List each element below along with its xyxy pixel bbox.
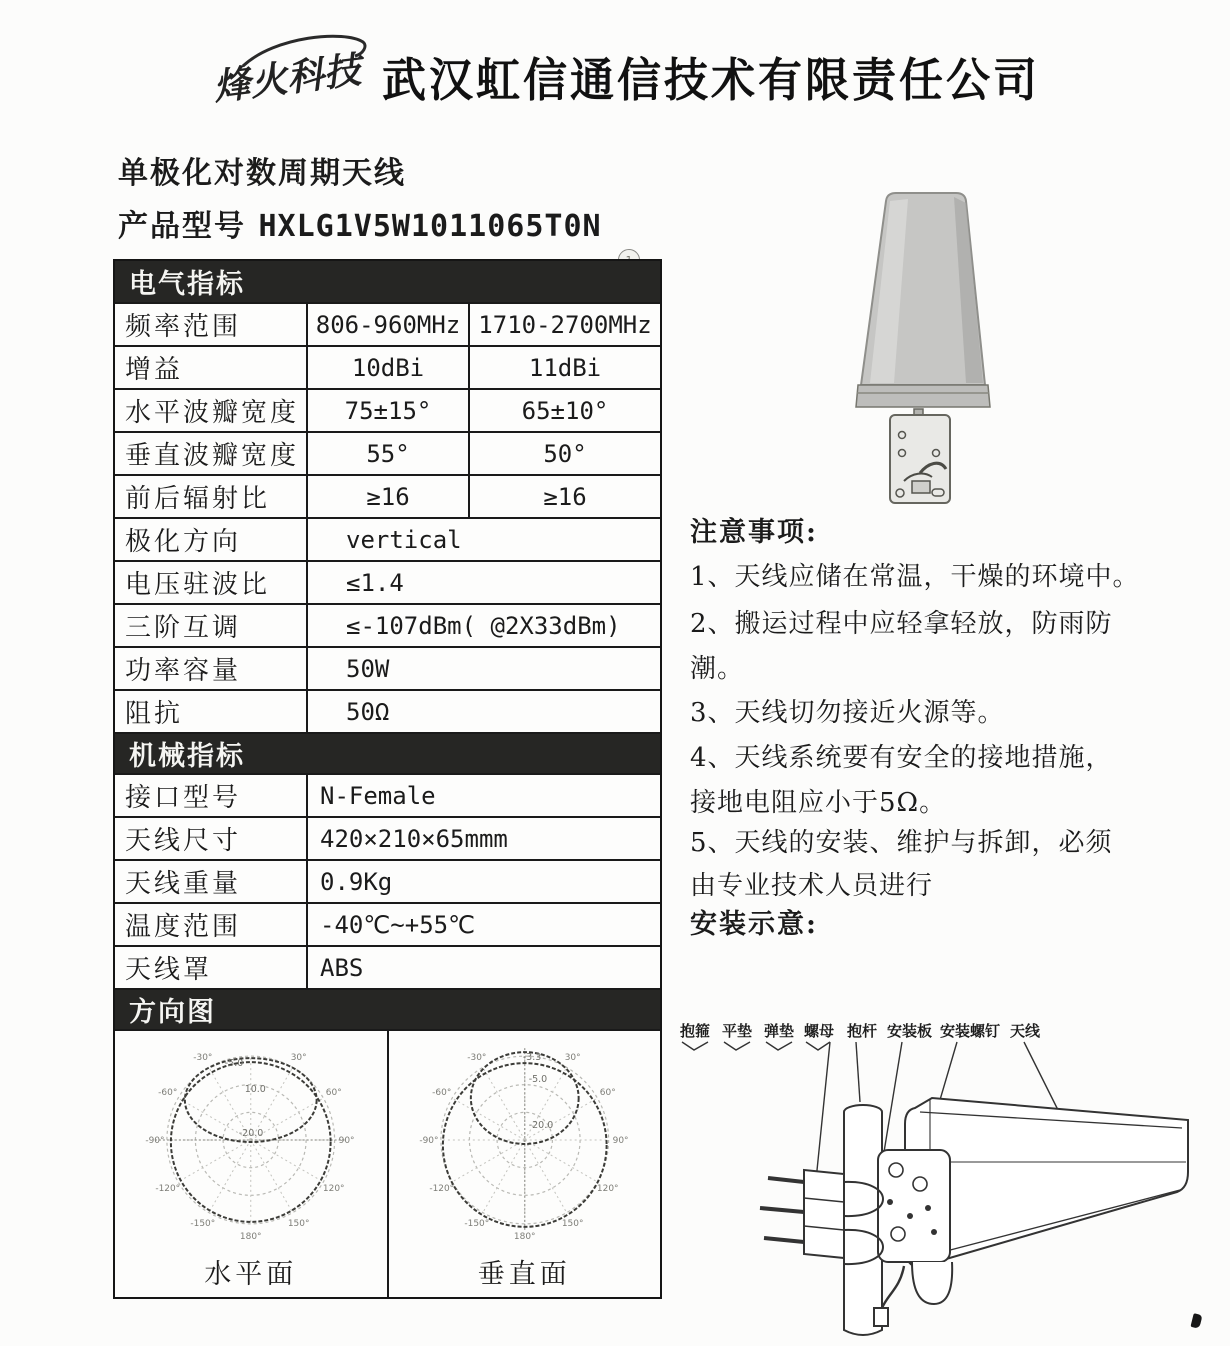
note-line: 接地电阻应小于5Ω。 <box>690 788 947 818</box>
svg-text:10.0: 10.0 <box>244 1084 266 1096</box>
plot-caption: 垂直面 <box>477 1259 571 1290</box>
svg-text:-5.0: -5.0 <box>224 1058 244 1070</box>
svg-text:120°: 120° <box>322 1183 345 1194</box>
spec-table <box>113 259 662 1299</box>
svg-text:-60°: -60° <box>158 1088 178 1099</box>
table-row: 天线重量 0.9Kg <box>115 859 660 902</box>
install-label-antenna: 天线 <box>1010 1022 1041 1040</box>
table-row: 水平波瓣宽度 75±15° 65±10° <box>115 388 660 431</box>
svg-text:180°: 180° <box>513 1231 536 1242</box>
table-row: 温度范围 -40℃~+55℃ <box>115 902 660 945</box>
svg-text:30°: 30° <box>290 1053 307 1064</box>
note-line: 2、搬运过程中应轻拿轻放，防雨防 <box>690 609 1113 639</box>
install-heading: 安装示意: <box>690 909 818 940</box>
svg-text:-20.0: -20.0 <box>528 1120 553 1132</box>
mechanical-header: 机械指标 <box>115 732 660 773</box>
install-label-pole: 抱杆 <box>847 1022 878 1040</box>
model-label: 产品型号 <box>118 209 246 244</box>
svg-text:150°: 150° <box>561 1218 583 1229</box>
table-row: 极化方向 vertical <box>115 517 660 560</box>
table-row: 三阶互调 ≤-107dBm( @2X33dBm) <box>115 603 660 646</box>
polar-plot-vertical <box>389 1031 661 1297</box>
notes-heading: 注意事项: <box>690 517 818 548</box>
install-label-clamp: 抱箍 <box>680 1022 711 1040</box>
install-label-screw: 安装螺钉 <box>940 1022 1001 1040</box>
table-row: 接口型号 N-Female <box>115 773 660 816</box>
install-label-plate: 安装板 <box>887 1022 933 1040</box>
table-row: 天线罩 ABS <box>115 945 660 988</box>
svg-text:60°: 60° <box>599 1088 616 1099</box>
install-label-washer: 平垫 <box>722 1022 753 1040</box>
table-row: 电压驻波比 ≤1.4 <box>115 560 660 603</box>
pattern-header: 方向图 <box>115 988 660 1029</box>
table-row: 前后辐射比 ≥16 ≥16 <box>115 474 660 517</box>
horizontal-plane-plot <box>115 1033 387 1247</box>
install-label-spring: 弹垫 <box>764 1022 795 1040</box>
install-label-nut: 螺母 <box>804 1022 835 1040</box>
company-name: 武汉虹信通信技术有限责任公司 <box>382 53 1040 108</box>
note-line: 潮。 <box>690 654 745 684</box>
product-title: 单极化对数周期天线 <box>118 156 406 191</box>
svg-text:-5.0: -5.0 <box>528 1074 547 1086</box>
model-number: HXLG1V5W1011065T0N <box>258 209 602 244</box>
svg-text:150°: 150° <box>287 1218 310 1229</box>
note-line: 由专业技术人员进行 <box>690 871 934 901</box>
table-row: 功率容量 50W <box>115 646 660 689</box>
svg-text:-60°: -60° <box>431 1088 451 1099</box>
svg-text:-3.3: -3.3 <box>522 1052 541 1064</box>
company-logo <box>205 28 390 123</box>
note-line: 4、天线系统要有安全的接地措施， <box>690 743 1113 773</box>
svg-text:-120°: -120° <box>155 1183 181 1194</box>
plot-caption: 水平面 <box>204 1259 298 1290</box>
svg-text:60°: 60° <box>325 1088 342 1099</box>
svg-text:90°: 90° <box>612 1135 629 1146</box>
antenna-product-image <box>828 185 1033 514</box>
svg-text:-90°: -90° <box>145 1135 165 1146</box>
svg-text:120°: 120° <box>596 1183 619 1194</box>
product-model-line <box>118 201 602 245</box>
vertical-plane-plot <box>389 1033 661 1247</box>
logo-text: 烽火科技 <box>210 48 363 109</box>
table-row: 频率范围 806-960MHz 1710-2700MHz <box>115 302 660 345</box>
svg-text:180°: 180° <box>239 1231 262 1242</box>
svg-text:30°: 30° <box>564 1053 581 1064</box>
table-row: 天线尺寸 420×210×65mmm <box>115 816 660 859</box>
svg-text:-150°: -150° <box>463 1218 489 1229</box>
table-row: 垂直波瓣宽度 55° 50° <box>115 431 660 474</box>
installation-diagram <box>672 1012 1230 1346</box>
svg-text:-30°: -30° <box>466 1053 486 1064</box>
svg-text:-120°: -120° <box>428 1183 454 1194</box>
svg-text:90°: 90° <box>338 1135 355 1146</box>
note-line: 5、天线的安装、维护与拆卸，必须 <box>690 828 1113 858</box>
note-line: 3、天线切勿接近火源等。 <box>690 698 1005 728</box>
svg-text:-30°: -30° <box>193 1053 213 1064</box>
pattern-plots <box>115 1029 660 1297</box>
note-line: 1、天线应储在常温，干燥的环境中。 <box>690 562 1140 592</box>
svg-text:-20.0: -20.0 <box>238 1128 264 1140</box>
svg-text:-150°: -150° <box>190 1218 216 1229</box>
table-row: 增益 10dBi 11dBi <box>115 345 660 388</box>
svg-text:-90°: -90° <box>418 1135 438 1146</box>
table-row: 阻抗 50Ω <box>115 689 660 732</box>
polar-plot-horizontal <box>115 1031 389 1297</box>
electrical-header: 电气指标 <box>115 261 660 302</box>
